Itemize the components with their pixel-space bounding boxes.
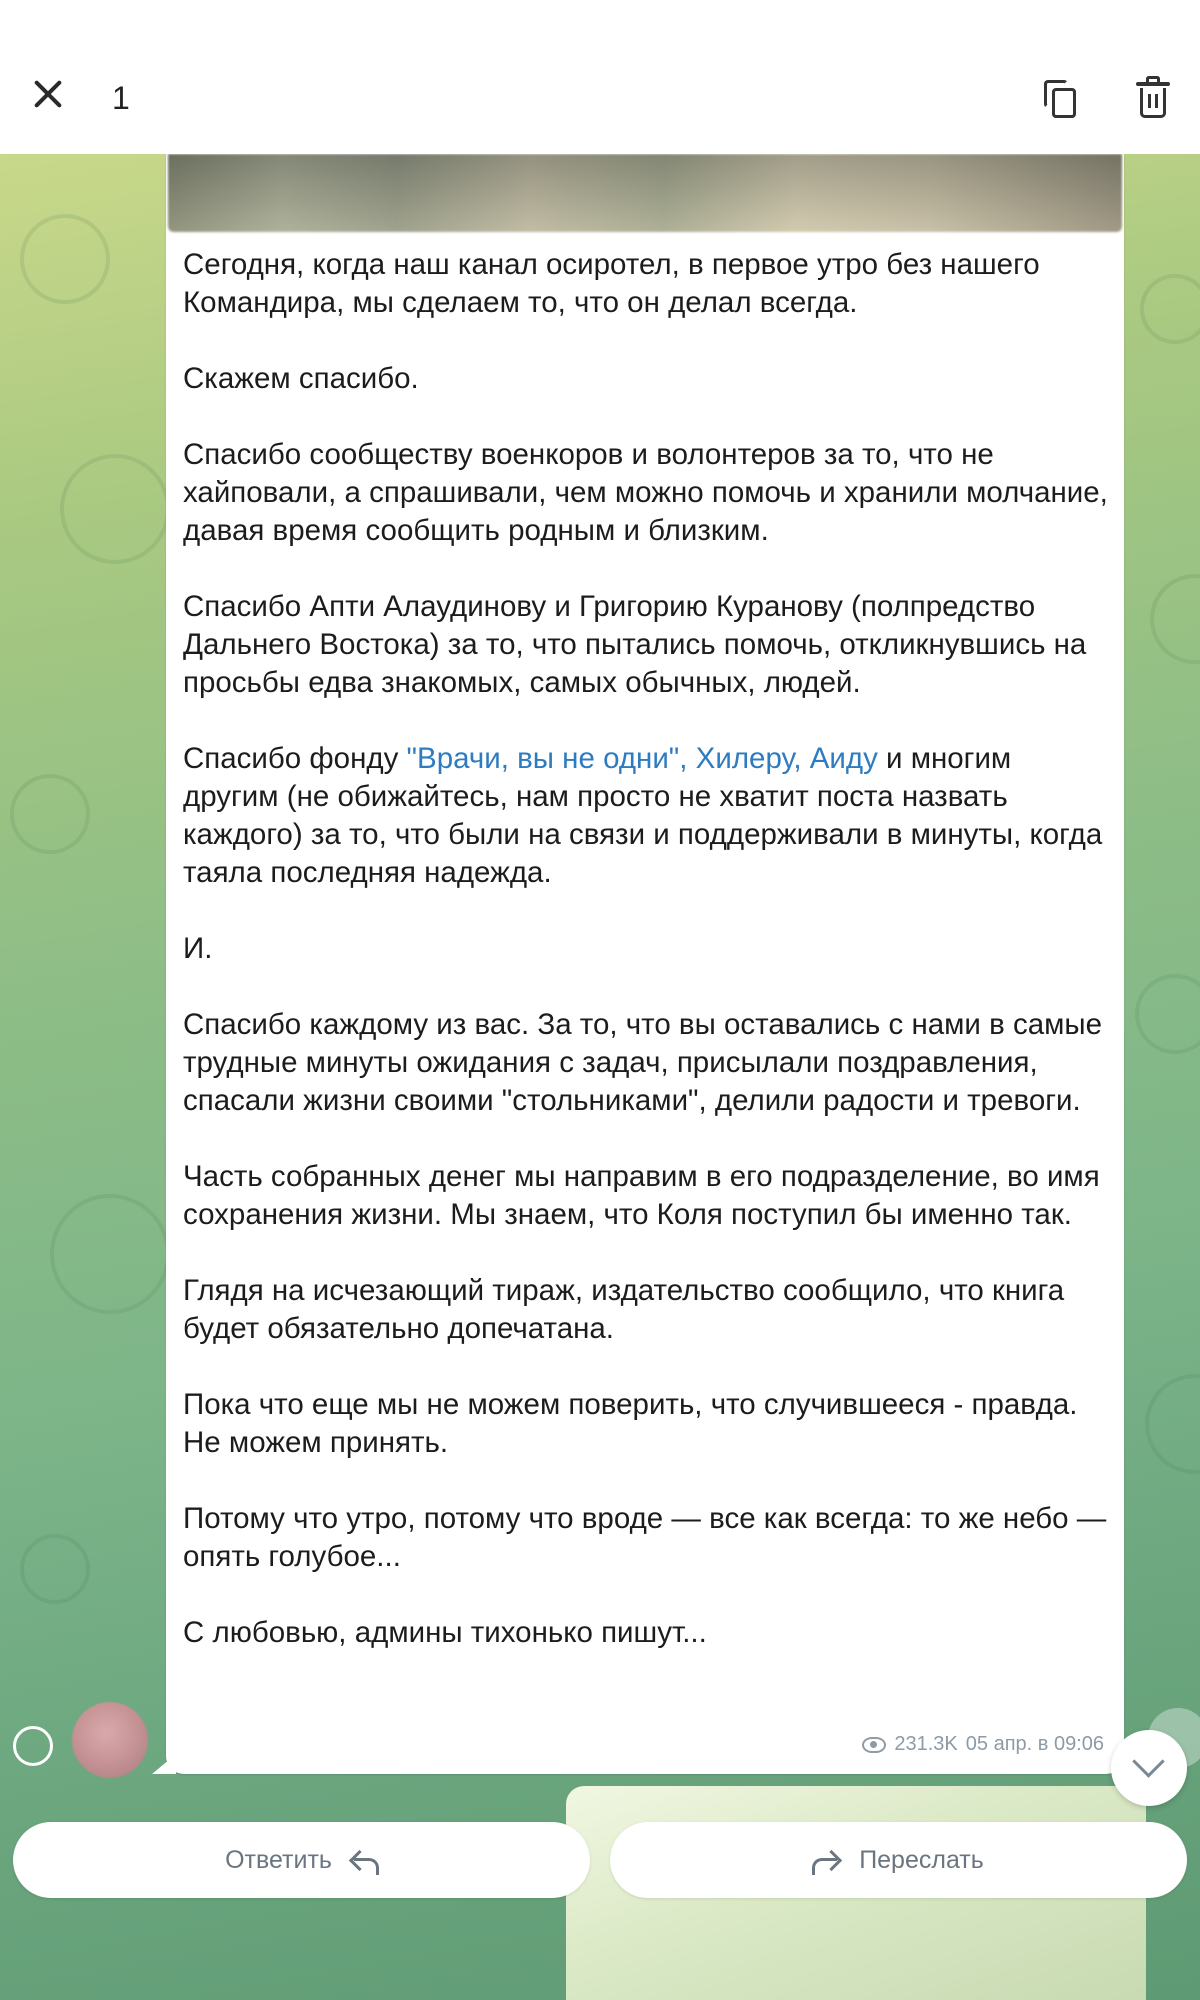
eye-icon bbox=[862, 1737, 886, 1753]
paragraph: Спасибо каждому из вас. За то, что вы оставались с нами в самые трудные минуты ожидания с задач, присылали поздравления, спасали жизни своими "стольниками", делили радости и тревоги. bbox=[183, 1008, 1111, 1117]
selection-toolbar bbox=[0, 0, 1200, 154]
paragraph: Часть собранных денег мы направим в его подразделение, во имя сохранения жизни. Мы знаем, что Коля поступил бы именно так. bbox=[183, 1160, 1108, 1231]
forward-label: Переслать bbox=[859, 1845, 984, 1874]
message-meta bbox=[862, 1733, 1104, 1756]
close-icon[interactable] bbox=[28, 74, 68, 114]
avatar[interactable] bbox=[72, 1702, 148, 1778]
paragraph: Спасибо фонду bbox=[183, 742, 407, 775]
reply-icon bbox=[348, 1849, 378, 1871]
forward-icon bbox=[813, 1849, 843, 1871]
reply-button[interactable] bbox=[13, 1822, 590, 1898]
message-media[interactable] bbox=[168, 154, 1122, 232]
chevron-down-icon[interactable] bbox=[1111, 1730, 1187, 1806]
message-bubble[interactable] bbox=[166, 154, 1124, 1774]
paragraph: Сегодня, когда наш канал осиротел, в первое утро без нашего Командира, мы сделаем то, что он делал всегда. bbox=[183, 248, 1048, 319]
copy-icon[interactable] bbox=[1040, 78, 1080, 118]
message-timestamp: 05 апр. в 09:06 bbox=[965, 1733, 1104, 1755]
fund-link[interactable]: "Врачи, вы не одни", Хилеру, Аиду bbox=[406, 742, 878, 775]
message-text bbox=[183, 246, 1117, 1652]
trash-icon[interactable] bbox=[1134, 76, 1174, 118]
paragraph: Скажем спасибо. bbox=[183, 362, 419, 395]
paragraph: И. bbox=[183, 932, 213, 965]
paragraph: Пока что еще мы не можем поверить, что случившееся - правда. Не можем принять. bbox=[183, 1388, 1086, 1459]
paragraph: С любовью, админы тихонько пишут... bbox=[183, 1616, 707, 1649]
paragraph: Спасибо Апти Алаудинову и Григорию Куранову (полпредство Дальнего Востока) за то, что пытались помочь, откликнувшись на просьбы едва знакомых, самых обычных, людей. bbox=[183, 590, 1095, 699]
forward-button[interactable] bbox=[610, 1822, 1187, 1898]
paragraph: Потому что утро, потому что вроде — все как всегда: то же небо — опять голубое... bbox=[183, 1502, 1115, 1573]
message-select-checkbox[interactable] bbox=[13, 1726, 53, 1766]
selected-count: 1 bbox=[112, 80, 130, 116]
reply-label: Ответить bbox=[225, 1845, 332, 1874]
paragraph: и многим другим (не обижайтесь, нам просто не хватит поста назвать каждого) за то, что были на связи и поддерживали в минуты, когда таяла последняя надежда. bbox=[183, 742, 1111, 889]
paragraph: Глядя на исчезающий тираж, издательство сообщило, что книга будет обязательно допечатана. bbox=[183, 1274, 1073, 1345]
paragraph: Спасибо сообществу военкоров и волонтеров за то, что не хайповали, а спрашивали, чем можно помочь и хранили молчание, давая время сообщить родным и близким. bbox=[183, 438, 1117, 547]
views-count: 231.3K bbox=[894, 1733, 958, 1755]
